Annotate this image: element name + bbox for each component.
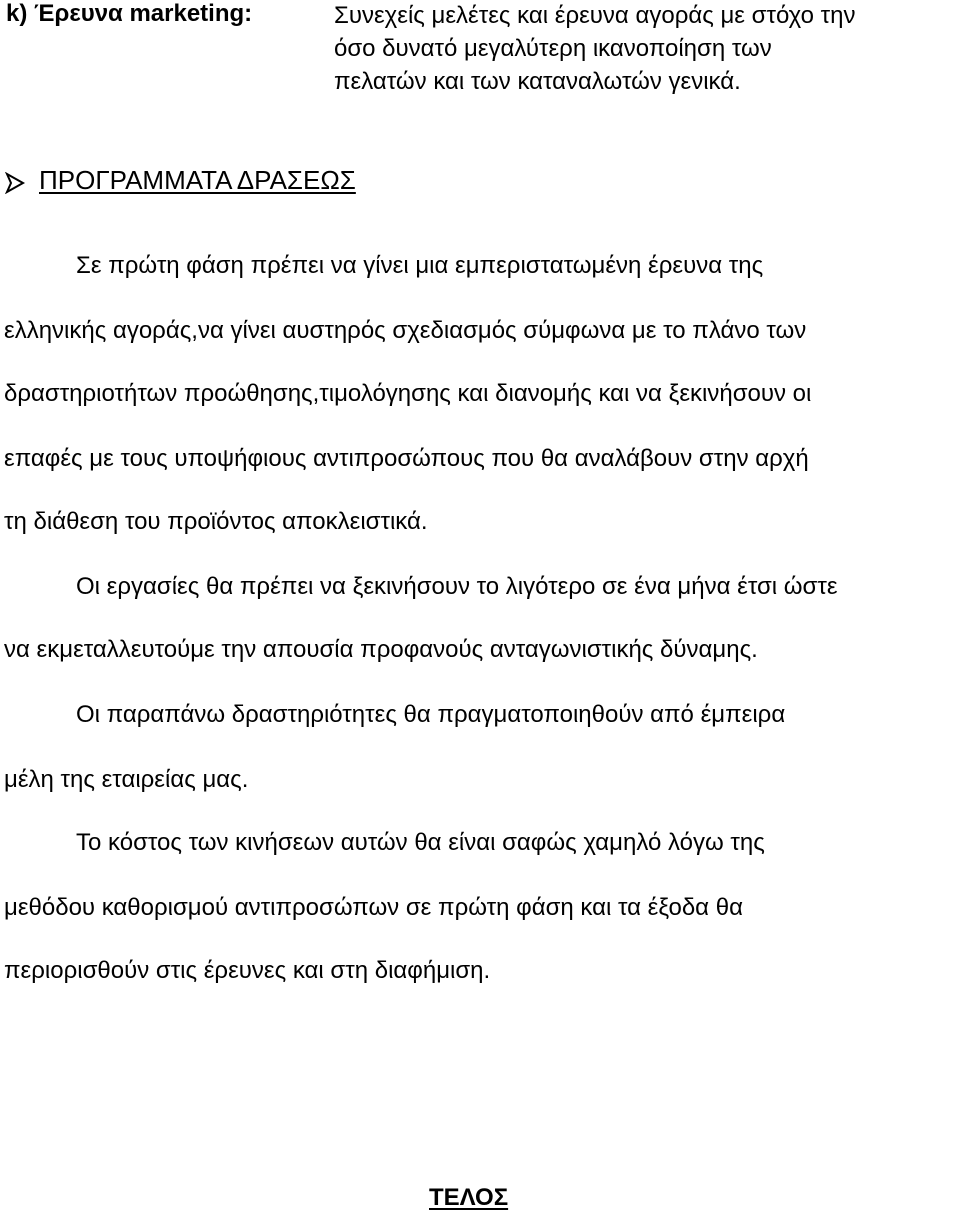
section-bullet: [4, 172, 26, 199]
body-line-2: ελληνικής αγοράς,να γίνει αυστηρός σχεδιασμός σύμφωνα με το πλάνο των: [4, 317, 807, 344]
section-heading-text: ΠΡΟΓΡΑΜΜΑΤΑ ΔΡΑΣΕΩΣ: [39, 165, 356, 195]
body-line-11: μεθόδου καθορισμού αντιπροσώπων σε πρώτη φάση και τα έξοδα θα: [4, 894, 743, 921]
end-title: ΤΕΛΟΣ: [429, 1184, 509, 1211]
section-heading: [39, 165, 356, 196]
body-line-9: μέλη της εταιρείας μας.: [4, 766, 249, 793]
body-line-7: να εκμεταλλευτούμε την απουσία προφανούς ανταγωνιστικής δύναμης.: [4, 636, 758, 663]
body-line-10: Το κόστος των κινήσεων αυτών θα είναι σαφώς χαμηλό λόγω της: [76, 829, 765, 856]
body-line-3: δραστηριοτήτων προώθησης,τιμολόγησης και διανομής και να ξεκινήσουν οι: [4, 380, 812, 407]
body-line-6: Οι εργασίες θα πρέπει να ξεκινήσουν το λιγότερο σε ένα μήνα έτσι ώστε: [76, 573, 838, 600]
item-k-line-1: Συνεχείς μελέτες και έρευνα αγοράς με στόχο την: [334, 2, 856, 29]
item-k-line-3: πελατών και των καταναλωτών γενικά.: [334, 68, 741, 95]
body-line-8: Οι παραπάνω δραστηριότητες θα πραγματοποιηθούν από έμπειρα: [76, 701, 786, 728]
item-k-line-2: όσο δυνατό μεγαλύτερη ικανοποίηση των: [334, 35, 772, 62]
body-line-12: περιορισθούν στις έρευνες και στη διαφήμιση.: [4, 957, 491, 984]
arrow-bullet-icon: [4, 172, 26, 194]
item-k-label: k) Έρευνα marketing:: [6, 0, 253, 27]
body-line-4: επαφές με τους υποψήφιους αντιπροσώπους που θα αναλάβουν στην αρχή: [4, 445, 809, 472]
body-line-1: Σε πρώτη φάση πρέπει να γίνει μια εμπεριστατωμένη έρευνα της: [76, 252, 764, 279]
body-line-5: τη διάθεση του προϊόντος αποκλειστικά.: [4, 508, 428, 535]
